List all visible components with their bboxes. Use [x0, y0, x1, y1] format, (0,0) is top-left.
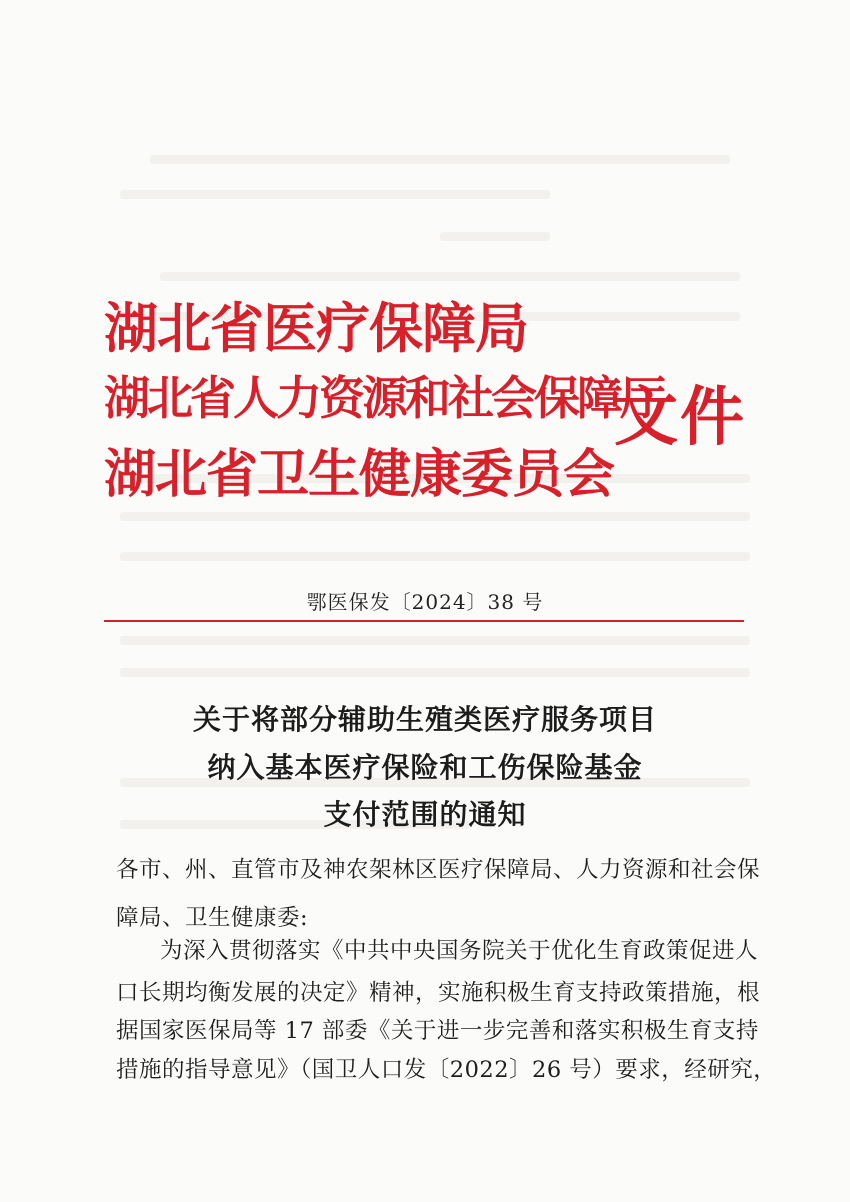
bleed-through-line — [120, 636, 750, 645]
red-divider-line — [104, 620, 744, 622]
body-paragraph-line: 口长期均衡发展的决定》精神，实施积极生育支持政策措施，根 — [116, 980, 761, 1006]
issuer-human-resources-department: 湖北省人力资源和社会保障厅 — [104, 371, 663, 425]
bleed-through-line — [120, 512, 750, 521]
issuer-health-commission: 湖北省卫生健康委员会 — [104, 445, 615, 505]
title-line-2: 纳入基本医疗保险和工伤保险基金 — [207, 751, 643, 784]
bleed-through-line — [120, 190, 550, 199]
title-line-3: 支付范围的通知 — [323, 798, 527, 831]
addressee-line-1: 各市、州、直管市及神农架林区医疗保障局、人力资源和社会保 — [116, 857, 761, 883]
bleed-through-line — [150, 155, 730, 164]
body-paragraph-line: 措施的指导意见》（国卫人口发〔2022〕26 号）要求，经研究， — [116, 1057, 777, 1083]
title-line-1: 关于将部分辅助生殖类医疗服务项目 — [192, 703, 657, 736]
bleed-through-line — [120, 668, 750, 677]
document-number: 鄂医保发〔2024〕38 号 — [306, 590, 544, 614]
bleed-through-line — [160, 272, 740, 281]
body-paragraph-line: 为深入贯彻落实《中共中央国务院关于优化生育政策促进人 — [160, 938, 759, 964]
bleed-through-line — [120, 552, 750, 561]
document-word: 文件 — [614, 381, 746, 455]
addressee-line-2: 障局、卫生健康委: — [116, 905, 309, 931]
bleed-through-line — [440, 232, 550, 241]
body-paragraph-line: 据国家医保局等 17 部委《关于进一步完善和落实积极生育支持 — [116, 1018, 759, 1044]
issuer-medical-security-bureau: 湖北省医疗保障局 — [104, 297, 528, 360]
